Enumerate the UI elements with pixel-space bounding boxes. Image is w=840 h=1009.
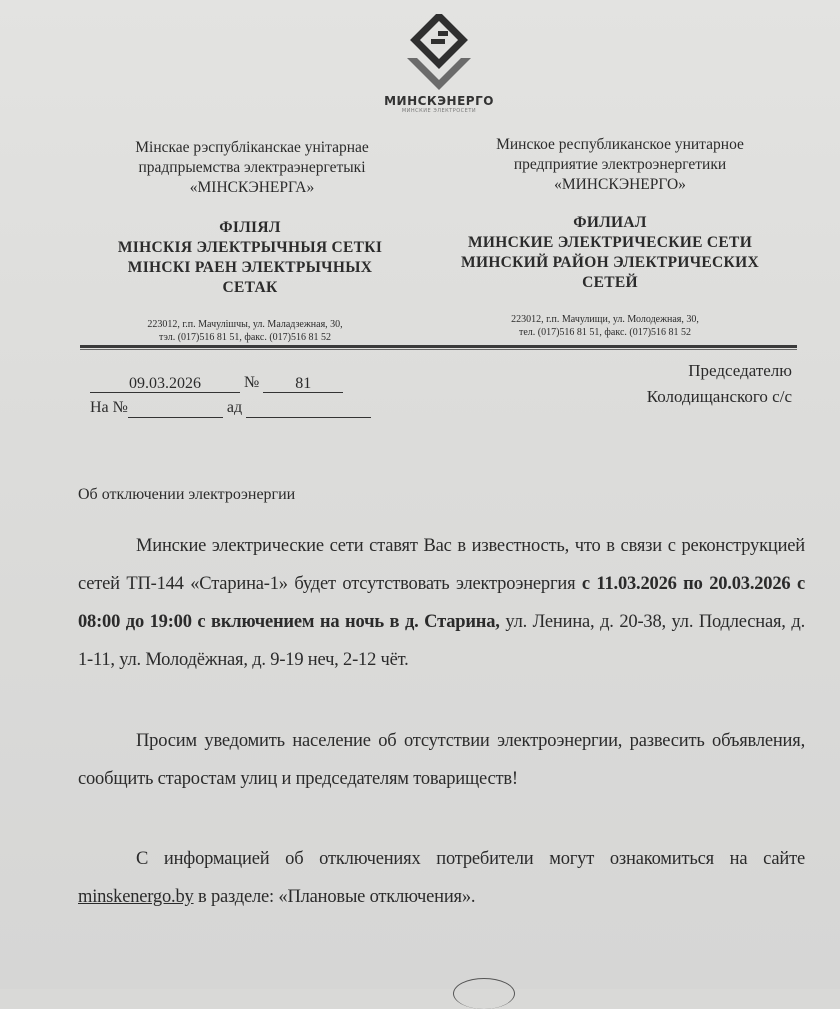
website-link[interactable]: minskenergo.by	[78, 887, 194, 907]
recipient-line: Председателю	[688, 361, 792, 380]
header-divider	[80, 345, 797, 348]
paragraph-request	[78, 722, 805, 798]
number-field: 81	[263, 374, 343, 393]
recipient-line: Колодищанского с/с	[646, 387, 792, 406]
request-text: Просим уведомить население об отсутствии электроэнергии, развесить объявления, сообщить старостам улиц и председателям товариществ!	[78, 731, 805, 789]
org-line: Минское республиканское унитарное	[496, 136, 744, 153]
info-text: С информацией об отключениях потребители могут ознакомиться на сайте	[136, 849, 805, 869]
header-divider-thin	[80, 349, 797, 350]
org-name-belarusian	[92, 138, 412, 198]
registration-line	[90, 373, 343, 393]
notice-text: Минские электрические сети ставят Вас в известность, что в связи с реконструкцией сетей ТП-144 «Старина-1» будет отсутствовать электроэнергия	[78, 536, 805, 594]
branch-line: МІНСКІ РАЕН ЭЛЕКТРЫЧНЫХ	[127, 259, 373, 276]
notice-streets: ул. Ленина, д. 20-38, ул. Подлесная, д. 1-11, ул. Молодёжная, д. 9-19 неч, 2-12 чёт.	[78, 612, 805, 670]
paragraph-info	[78, 840, 805, 916]
org-line: «МІНСКЭНЕРГА»	[189, 179, 315, 196]
branch-line: ФИЛИАЛ	[573, 214, 647, 231]
date-field: 09.03.2026	[90, 374, 240, 393]
branch-line: МИНСКИЕ ЭЛЕКТРИЧЕСКИЕ СЕТИ	[467, 234, 753, 251]
from-label: ад	[226, 399, 243, 416]
minskenergo-logo	[384, 14, 494, 126]
branch-line: ФІЛІЯЛ	[219, 219, 281, 236]
address-belarusian	[100, 318, 390, 344]
letter-subject: Об отключении электроэнергии	[78, 486, 296, 503]
ref-number-field	[128, 399, 223, 418]
org-line: Мінскае рэспубліканскае унітарнае	[135, 139, 369, 156]
branch-line: СЕТАК	[222, 279, 278, 296]
number-label: №	[244, 374, 260, 391]
signature-mark	[453, 978, 515, 1009]
paragraph-notice	[78, 527, 805, 679]
org-name-russian	[440, 135, 800, 195]
org-line: «МИНСКЭНЕРГО»	[554, 176, 686, 193]
diamond-logo-icon	[401, 14, 477, 90]
recipient-block	[647, 358, 792, 410]
branch-name-russian	[420, 213, 800, 293]
branch-line: СЕТЕЙ	[582, 274, 638, 291]
contact-line: тел. (017)516 81 51, факс. (017)516 81 52	[518, 327, 692, 338]
address-line: 223012, г.п. Мачулищи, ул. Молодежная, 30,	[511, 314, 699, 325]
info-section: в разделе: «Плановые отключения».	[193, 887, 476, 907]
org-line: прадпрыемства электраэнергетыкі	[138, 159, 366, 176]
ref-date-field	[246, 399, 371, 418]
org-line: предприятие электроэнергетики	[513, 156, 727, 173]
branch-name-belarusian	[82, 218, 418, 298]
notice-period-bold: с 11.03.2026 по 20.03.2026 с 08:00 до 19:00 с включением на ночь в д. Старина,	[78, 574, 805, 632]
logo-subtitle: МИНСКИЕ ЭЛЕКТРОСЕТИ	[401, 108, 477, 114]
branch-line: МИНСКИЙ РАЙОН ЭЛЕКТРИЧЕСКИХ	[461, 254, 759, 271]
logo-wordmark: МИНСКЭНЕРГО	[384, 94, 494, 108]
address-russian	[470, 313, 740, 339]
ref-label: На №	[90, 399, 128, 416]
contact-line: тэл. (017)516 81 51, факс. (017)516 81 52	[158, 332, 331, 343]
branch-line: МІНСКІЯ ЭЛЕКТРЫЧНЫЯ СЕТКІ	[117, 239, 383, 256]
reference-line	[90, 398, 371, 418]
address-line: 223012, г.п. Мачулішчы, ул. Маладзежная, 30,	[147, 319, 343, 330]
